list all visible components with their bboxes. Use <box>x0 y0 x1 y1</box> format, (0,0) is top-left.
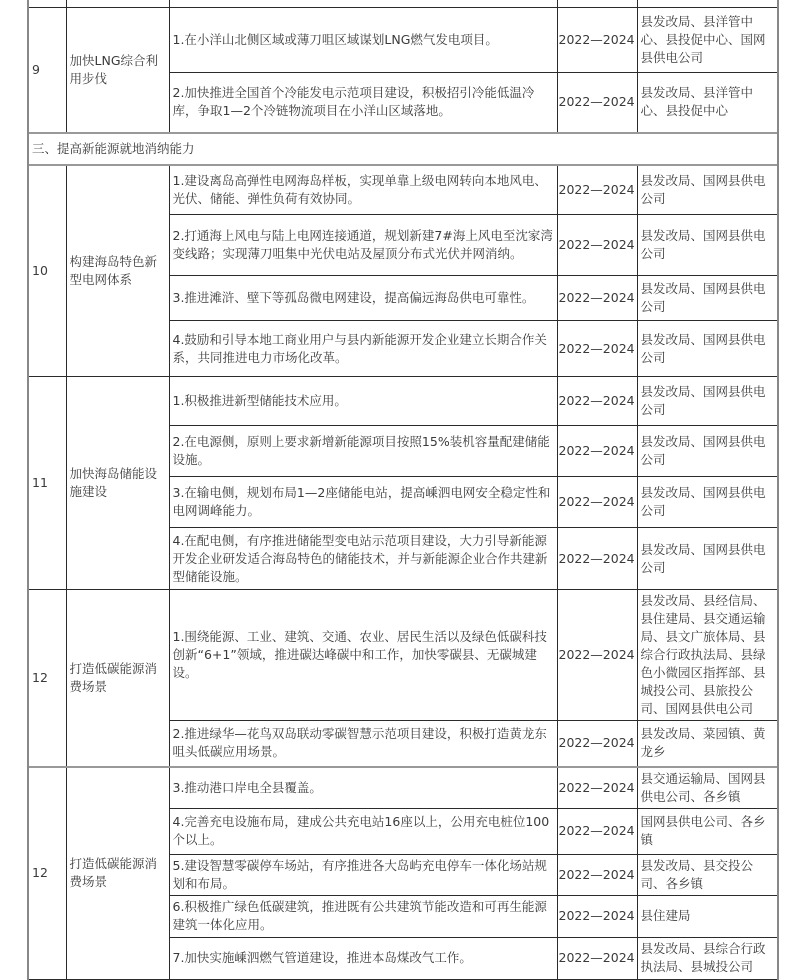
table-row <box>28 165 778 215</box>
item-content: 4.完善充电设施布局，建成公共充电站16座以上，公用充电桩位100个以上。 <box>169 808 557 854</box>
table-row <box>28 377 778 426</box>
item-content: 4.在配电侧，有序推进储能型变电站示范项目建设，大力引导新能源开发企业研发适合海岛特色的储能技术，并与新能源企业合作共建新型储能设施。 <box>169 528 557 590</box>
item-dept: 县发改局、国网县供电公司 <box>637 321 778 377</box>
item-period: 2022—2024 <box>557 165 637 215</box>
section-heading-row <box>28 133 778 165</box>
item-dept: 县发改局、国网县供电公司 <box>637 528 778 590</box>
item-period: 2022—2024 <box>557 73 637 133</box>
item-number: 12 <box>28 590 66 767</box>
item-period: 2022—2024 <box>557 426 637 477</box>
item-period: 2022—2024 <box>557 590 637 721</box>
table-row <box>28 8 778 73</box>
item-dept: 县发改局、县交投公司、各乡镇 <box>637 854 778 895</box>
item-dept: 县发改局、国网县供电公司 <box>637 377 778 426</box>
item-period: 2022—2024 <box>557 377 637 426</box>
item-period: 2022—2024 <box>557 276 637 321</box>
item-content: 6.积极推广绿色低碳建筑，推进既有公共建筑节能改造和可再生能源建筑一体化应用。 <box>169 895 557 937</box>
item-content: 2.在电源侧，原则上要求新增新能源项目按照15%装机容量配建储能设施。 <box>169 426 557 477</box>
item-content: 1.建设离岛高弹性电网海岛样板，实现单靠上级电网转向本地风电、光伏、储能、弹性负荷有效协同。 <box>169 165 557 215</box>
item-period: 2022—2024 <box>557 854 637 895</box>
task-table <box>27 0 779 980</box>
item-number: 11 <box>28 377 66 590</box>
item-period: 2022—2024 <box>557 895 637 937</box>
item-period: 2022—2024 <box>557 477 637 528</box>
item-dept: 县发改局、国网县供电公司 <box>637 426 778 477</box>
item-number: 10 <box>28 165 66 377</box>
item-dept: 县发改局、菜园镇、黄龙乡 <box>637 721 778 767</box>
cell-stub <box>637 0 778 8</box>
item-title: 加快海岛储能设施建设 <box>66 377 169 590</box>
item-dept: 县发改局、国网县供电公司 <box>637 215 778 276</box>
item-period: 2022—2024 <box>557 8 637 73</box>
item-dept: 县发改局、县洋管中心、县投促中心 <box>637 73 778 133</box>
item-period: 2022—2024 <box>557 721 637 767</box>
item-period: 2022—2024 <box>557 937 637 979</box>
item-dept: 县发改局、县综合行政执法局、县城投公司 <box>637 937 778 979</box>
item-period: 2022—2024 <box>557 321 637 377</box>
item-title: 构建海岛特色新型电网体系 <box>66 165 169 377</box>
item-dept: 县发改局、国网县供电公司 <box>637 165 778 215</box>
item-title: 打造低碳能源消费场景 <box>66 590 169 767</box>
item-dept: 国网县供电公司、各乡镇 <box>637 808 778 854</box>
cell-stub <box>28 0 66 8</box>
item-content: 1.积极推进新型储能技术应用。 <box>169 377 557 426</box>
cell-stub <box>557 0 637 8</box>
item-content: 5.建设智慧零碳停车场站，有序推进各大岛屿充电停车一体化场站规划和布局。 <box>169 854 557 895</box>
item-dept: 县发改局、国网县供电公司 <box>637 276 778 321</box>
table-row-stub <box>28 0 778 8</box>
item-content: 2.加快推进全国首个冷能发电示范项目建设，积极招引冷能低温冷库，争取1—2个冷链物流项目在小洋山区域落地。 <box>169 73 557 133</box>
item-content: 2.打通海上风电与陆上电网连接通道，规划新建7#海上风电至沈家湾变线路；实现薄刀咀集中光伏电站及屋顶分布式光伏并网消纳。 <box>169 215 557 276</box>
item-content: 4.鼓励和引导本地工商业用户与县内新能源开发企业建立长期合作关系，共同推进电力市场化改革。 <box>169 321 557 377</box>
section-heading: 三、提高新能源就地消纳能力 <box>28 133 778 165</box>
item-content: 3.在输电侧，规划布局1—2座储能电站，提高嵊泗电网安全稳定性和电网调峰能力。 <box>169 477 557 528</box>
item-number: 9 <box>28 8 66 133</box>
cell-stub <box>169 0 557 8</box>
item-content: 1.围绕能源、工业、建筑、交通、农业、居民生活以及绿色低碳科技创新“6+1”领域，推进碳达峰碳中和工作，加快零碳县、无碳城建设。 <box>169 590 557 721</box>
item-number: 12 <box>28 767 66 980</box>
item-content: 3.推动港口岸电全县覆盖。 <box>169 767 557 809</box>
item-content: 3.推进滩浒、壁下等孤岛微电网建设，提高偏远海岛供电可靠性。 <box>169 276 557 321</box>
item-content: 2.推进绿华—花鸟双岛联动零碳智慧示范项目建设，积极打造黄龙东咀头低碳应用场景。 <box>169 721 557 767</box>
item-dept: 县交通运输局、国网县供电公司、各乡镇 <box>637 767 778 809</box>
table-row <box>28 767 778 809</box>
item-dept: 县发改局、县洋管中心、县投促中心、国网县供电公司 <box>637 8 778 73</box>
cell-stub <box>66 0 169 8</box>
item-period: 2022—2024 <box>557 528 637 590</box>
table-row <box>28 590 778 721</box>
item-dept: 县发改局、县经信局、县住建局、县交通运输局、县文广旅体局、县综合行政执法局、县绿色小微园区指挥部、县城投公司、县旅投公司、国网县供电公司 <box>637 590 778 721</box>
item-period: 2022—2024 <box>557 808 637 854</box>
item-content: 1.在小洋山北侧区域或薄刀咀区域谋划LNG燃气发电项目。 <box>169 8 557 73</box>
item-title: 加快LNG综合利用步伐 <box>66 8 169 133</box>
item-content: 7.加快实施嵊泗燃气管道建设，推进本岛煤改气工作。 <box>169 937 557 979</box>
item-dept: 县住建局 <box>637 895 778 937</box>
item-period: 2022—2024 <box>557 215 637 276</box>
document-table-wrapper <box>27 0 777 980</box>
item-title: 打造低碳能源消费场景 <box>66 767 169 980</box>
item-dept: 县发改局、国网县供电公司 <box>637 477 778 528</box>
item-period: 2022—2024 <box>557 767 637 809</box>
